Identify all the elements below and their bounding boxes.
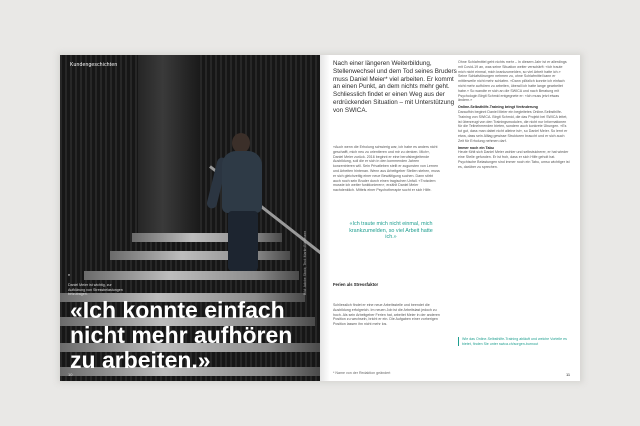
column-heading: Online-Selbsthilfe-Training bringt Veränderung xyxy=(458,105,538,110)
photo-person-body xyxy=(222,151,262,213)
page-number-left: 10 xyxy=(68,372,73,377)
body-column-1: «Auch wenn die Erholung schwierig war, ich habe es anders nicht geschafft, mich neu zu orientieren und mir zu denken. Mich», Daniel Meier zurück. 2016 beginnt er eine berufsbegleitende Ausbildung, soll die er sich in den kommenden Jahren konzentrieren will. Sein Privatleben stellt er zugunsten von Lernen und Arbeiten hintenan. Wenn aus Arbeitgeber Stellen stehen, muss er sich gleichzeitig einer neue Bewältigung suchen. Dann stirbt auch noch sein Bruder durch einen tragischen Unfall. «Trotzdem musste ich weiter funktionieren», erzählt Daniel Meier nachdenklich. Mittels einer Psychotherapie sucht er sich Hilfe. xyxy=(333,145,440,193)
section-label: Kundengeschichten xyxy=(70,62,118,68)
caption-mark: * xyxy=(68,274,70,280)
photo-person-legs xyxy=(228,211,258,271)
photo-stair xyxy=(132,233,282,242)
left-page-photo xyxy=(60,55,320,381)
pull-quote: «Ich traute mich nicht einmal, mich krankzumelden, so viel Arbeit hatte ich.» xyxy=(349,221,433,241)
body-text: Heute fühlt sich Daniel Meier wohler und selbstsicherer, er hat wieder eine Stelle gefunden. Er ist froh, dass er sich Hilfe geholt hat. Psychische Belastungen sind immer noch ein Tabu, umso wichtiger ist es, darüber zu sprechen. xyxy=(458,150,570,169)
lead-paragraph: Nach einer längeren Weiterbildung, Stellenwechsel und dem Tod seines Bruders muss Daniel Meier* viel arbeiten. Er kommt an einen Punkt, an dem nichts mehr geht. Schliesslich findet er einen Weg aus der erdrückenden Situation – mit Unterstützung von SWICA. xyxy=(333,60,457,114)
section-heading: Ferien als Stressfaktor xyxy=(333,282,379,287)
headline-quote: «Ich konnte einfach nicht mehr aufhören zu arbeiten.» xyxy=(70,297,293,373)
photo-caption: Daniel Meier ist wichtig, zur Aufklärung von Stressbelastungen beizutragen. xyxy=(68,283,123,297)
magazine-spread xyxy=(60,55,580,381)
body-text: Daraufhin beginnt Daniel Meier ein begleitetes Online-Selbsthilfe-Training von SWICA. Birgit Schmid, die das Projekt bei SWICA leitet, ist überzeugt von den Trainingsmodulen, die nicht nur Informationen für die Teilnehmenden bieten, sondern auch konkrete Übungen. «Es tut gut, dass man dabei nicht alleine ist», so Daniel Meier. So lernt er etwa, dass sein Alltag gewisse Strukturen braucht und er sich auch Zeit für Erholung nehmen darf. xyxy=(458,109,568,143)
photo-pillar xyxy=(138,55,200,235)
body-text: Ohne Schlafmittel geht nichts mehr – In diesem Jahr ist er allerdings mit Covid-19 an, was seine Situation weiter verschärft: «Ich traute mich nicht einmal, mich krankzumelden, so viel Arbeit hatte ich.» Seine Schlafstörungen nehmen zu, ohne Schlafmittel kann er mittlerweile nicht mehr schlafen. «Dann plötzlich konnte ich einfach nicht mehr aufhören zu arbeiten, überall ich hatte lange gearbeitet habe.» So wandte er sich an die SWICA und nach Beratung mit Psychologin Birgit Schmid entgegnete er: «Ich muss jetzt etwas ändern.» xyxy=(458,60,567,103)
spread-gutter xyxy=(320,55,330,381)
photo-person-head xyxy=(232,133,250,153)
footnote: * Name von der Redaktion geändert xyxy=(333,371,391,375)
info-box: Wie das Online-Selbsthilfe-Training abläuft und welche Vorteile es bietet, finden Sie unter swica.ch/sorgen-burnout xyxy=(458,337,570,346)
photo-stair xyxy=(84,271,299,280)
body-column-2 xyxy=(458,60,570,170)
photo-stair xyxy=(110,251,290,260)
column-heading: Immer noch ein Tabu xyxy=(458,145,494,150)
body-text: Schliesslich findet er eine neue Arbeitsstelle und beendet die Ausbildung erfolgreich. Im neuen Job ist die Arbeitslast jedoch zu hoch. Als sein Arbeitgeber Ferien hat, arbeitet Meier in der anderen Position zu wechseln, bricht er ein. Die Aufgaben einer vorherigen Position lassen ihn nicht mehr los. xyxy=(333,303,440,327)
photo-credit: Bild: Adobe Stock; Text: Martin Bühlmann xyxy=(303,230,307,295)
body-column-1b xyxy=(333,303,441,327)
right-page xyxy=(320,55,580,381)
page-number-right: 11 xyxy=(566,372,571,377)
